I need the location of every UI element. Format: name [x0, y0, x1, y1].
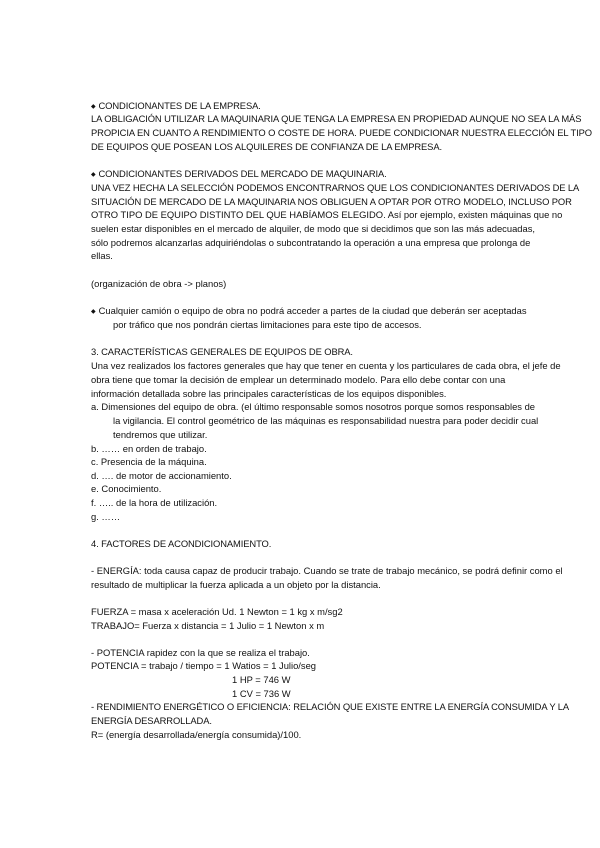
paragraph-line: ENERGÍA DESARROLLADA. — [91, 715, 212, 726]
bullet-camion: ◆ Cualquier camión o equipo de obra no podrá acceder a partes de la ciudad que deberán ser aceptadas — [91, 305, 527, 316]
paragraph-line: UNA VEZ HECHA LA SELECCIÓN PODEMOS ENCONTRARNOS QUE LOS CONDICIONANTES DERIVADOS DE LA — [91, 182, 580, 193]
formula-trabajo: TRABAJO= Fuerza x distancia = 1 Julio = 1 Newton x m — [91, 620, 325, 631]
paragraph-line: la vigilancia. El control geométrico de las máquinas es responsabilidad nuestra para poder decidir cual — [113, 415, 539, 426]
paragraph-line: por tráfico que nos pondrán ciertas limitaciones para este tipo de accesos. — [113, 319, 422, 330]
list-item-e: e. Conocimiento. — [91, 483, 162, 494]
paragraph-line: PROPICIA EN CUANTO A RENDIMIENTO O COSTE DE HORA. PUEDE CONDICIONAR NUESTRA ELECCIÓN EL TIPO — [91, 127, 592, 138]
heading-condicionantes-empresa: ◆ CONDICIONANTES DE LA EMPRESA. — [91, 100, 261, 111]
formula-cv: 1 CV = 736 W — [232, 688, 291, 699]
paragraph-line: LA OBLIGACIÓN UTILIZAR LA MAQUINARIA QUE TENGA LA EMPRESA EN PROPIEDAD AUNQUE NO SEA LA MÁS — [91, 113, 582, 124]
paragraph-line: tendremos que utilizar. — [113, 429, 208, 440]
formula-rendimiento: R= (energía desarrollada/energía consumida)/100. — [91, 729, 302, 740]
paragraph-line: suelen estar disponibles en el mercado de alquiler, de modo que si decidimos que son las más adecuadas, — [91, 223, 536, 234]
paragraph-line: - RENDIMIENTO ENERGÉTICO O EFICIENCIA: RELACIÓN QUE EXISTE ENTRE LA ENERGÍA CONSUMIDA Y LA — [91, 701, 570, 712]
paragraph-line: resultado de multiplicar la fuerza aplicada a un objeto por la distancia. — [91, 579, 381, 590]
heading-section-3: 3. CARACTERÍSTICAS GENERALES DE EQUIPOS DE OBRA. — [91, 346, 353, 357]
paragraph-line: OTRO TIPO DE EQUIPO DISTINTO DEL QUE HABÍAMOS ELEGIDO. Así por ejemplo, existen máquinas que no — [91, 209, 563, 220]
paragraph-line: información detallada sobre las principales características de los equipos disponibles. — [91, 388, 447, 399]
paragraph-line: SITUACIÓN DE MERCADO DE LA MAQUINARIA NOS OBLIGUEN A OPTAR POR OTRO MODELO, INCLUSO POR — [91, 196, 572, 207]
diamond-bullet-icon: ◆ — [91, 309, 96, 315]
diamond-bullet-icon: ◆ — [91, 104, 96, 110]
formula-fuerza: FUERZA = masa x aceleración Ud. 1 Newton = 1 kg x m/sg2 — [91, 606, 343, 617]
formula-hp: 1 HP = 746 W — [232, 674, 291, 685]
paragraph-line: ellas. — [91, 250, 113, 261]
paragraph-line: DE EQUIPOS QUE POSEAN LOS ALQUILERES DE CONFIANZA DE LA EMPRESA. — [91, 141, 442, 152]
list-item-a: a. Dimensiones del equipo de obra. (el último responsable somos nosotros porque somos responsables de — [91, 401, 536, 412]
formula-potencia: POTENCIA = trabajo / tiempo = 1 Watios = 1 Julio/seg — [91, 660, 317, 671]
note-organizacion: (organización de obra -> planos) — [91, 278, 227, 289]
diamond-bullet-icon: ◆ — [91, 172, 96, 178]
list-item-f: f. ….. de la hora de utilización. — [91, 497, 218, 508]
paragraph-line: obra tiene que tomar la decisión de emplear un determinado modelo. Para ello debe contar con una — [91, 374, 506, 385]
paragraph-line: sólo podremos alcanzarlas adquiriéndolas o subcontratando la operación a una empresa que prolonga de — [91, 237, 531, 248]
list-item-b: b. …… en orden de trabajo. — [91, 443, 207, 454]
heading-condicionantes-mercado: ◆ CONDICIONANTES DERIVADOS DEL MERCADO DE MAQUINARIA. — [91, 168, 387, 179]
potencia-definicion: - POTENCIA rapidez con la que se realiza el trabajo. — [91, 647, 310, 658]
paragraph-line: Una vez realizados los factores generales que hay que tener en cuenta y los particulares de cada obra, el jefe de — [91, 360, 561, 371]
list-item-d: d. …. de motor de accionamiento. — [91, 470, 232, 481]
list-item-g: g. …… — [91, 511, 121, 522]
paragraph-line: - ENERGÍA: toda causa capaz de producir trabajo. Cuando se trate de trabajo mecánico, se podrá definir como el — [91, 565, 563, 576]
heading-section-4: 4. FACTORES DE ACONDICIONAMIENTO. — [91, 538, 272, 549]
list-item-c: c. Presencia de la máquina. — [91, 456, 207, 467]
